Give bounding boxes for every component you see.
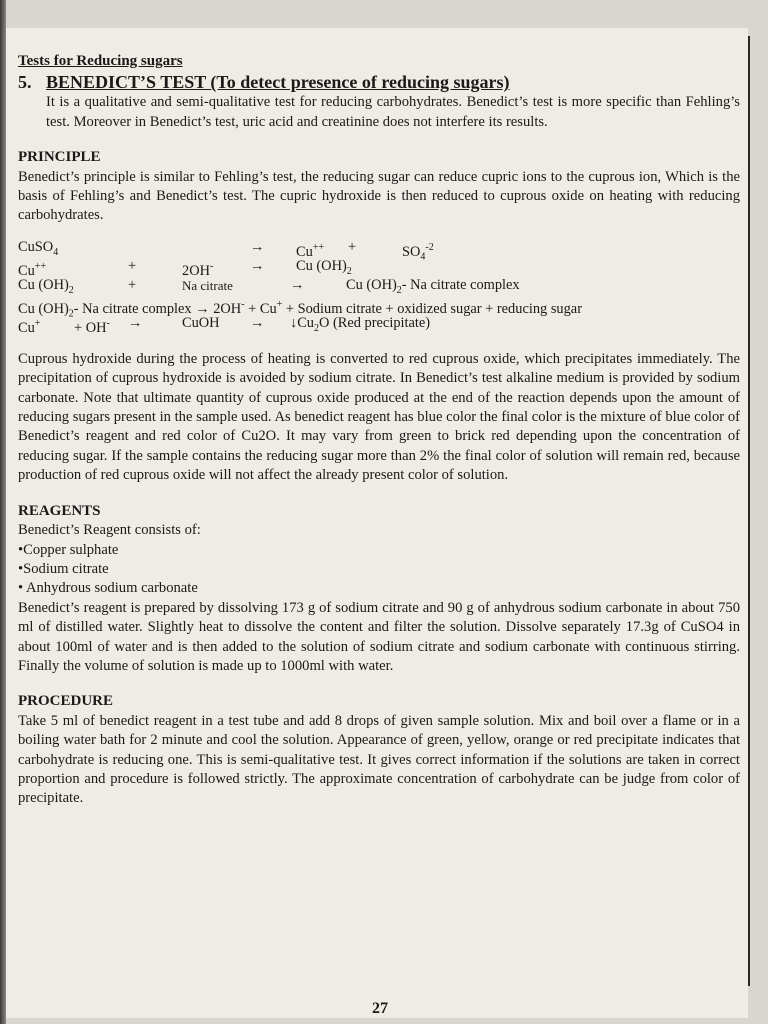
reagents-preparation: Benedict’s reagent is prepared by dissolving 173 g of sodium citrate and 90 g of anhydrous sodium carbonate in about 750 ml of distilled water. Slightly heat to dissolve the content and filter the solution. Dissolve separately 17.3g of CuSO4 in about 100ml of water and is then added to the solution of sodium citrate and sodium carbonate with continuous stirring. Finally the volume of solution is made up to 1000ml with water. — [18, 599, 740, 674]
eq1-reactant: CuSO$_4$ — [18, 238, 59, 258]
page-number: 27 — [372, 1000, 388, 1017]
reagents-intro: Benedict’s Reagent consists of: — [18, 522, 201, 539]
explanation-paragraph: Cuprous hydroxide during the process of heating is converted to red cuprous oxide, which precipitates immediately. The precipitation of cuprous hydroxide is avoided by sodium citrate. In Benedict’s test alkaline medium is provided by sodium carbonate. Note that ultimate quantity of cuprous oxide produced at the end of the reaction depends upon the amount of reducing sugars present in the sample used. As benedict reagent has blue color the final color is the mixture of blue color of Benedict’s reagent and red color of Cu2O. It may vary from green to brick red depending upon the concentration of reducing sugar. If the sample contains the reducing sugar more than 2% the final color of solution will remain red, because production of red cuprous oxide will not affect the already present color of solution. — [18, 350, 740, 484]
eq2-reactant: Cu++ — [18, 260, 47, 279]
reagent-item: •Copper sulphate — [18, 541, 119, 558]
eq1-product-so4: $SO_4^{-2}$ — [402, 241, 434, 263]
test-number: 5. — [18, 72, 32, 93]
eq3-arrow: → — [290, 276, 305, 293]
page-border-line — [748, 36, 750, 986]
eq5-arrow1: → — [128, 314, 143, 331]
eq5-hydroxide: + OH- — [74, 317, 110, 336]
test-heading — [18, 71, 740, 93]
reagents-list — [18, 541, 740, 599]
eq3-reactant: Cu $(OH)_2$ — [18, 276, 74, 296]
eq5-reactant: Cu+ — [18, 317, 41, 336]
eq5-cuoh: CuOH — [182, 314, 220, 331]
intro-paragraph: It is a qualitative and semi-qualitative test for reducing carbohydrates. Benedict’s test is more specific than Fehling’s test. Moreover in Benedict’s test, uric acid and creatinine does not interfere its results. — [46, 94, 740, 130]
eq3-product: Cu $(OH)_2-$ Na citrate complex — [346, 276, 520, 296]
principle-heading: PRINCIPLE — [18, 149, 101, 166]
eq1-arrow: → — [250, 238, 265, 255]
document-page — [6, 28, 748, 1018]
procedure-heading: PROCEDURE — [18, 693, 114, 710]
eq3-plus: + — [128, 276, 137, 293]
reaction-equations — [18, 238, 740, 336]
page-content — [18, 52, 740, 809]
test-title: BENEDICT’S TEST (To detect presence of reducing sugars) — [46, 72, 510, 93]
reagents-heading: REAGENTS — [18, 502, 101, 519]
eq3-citrate: Na citrate — [182, 277, 233, 293]
eq5-arrow2: → — [250, 314, 265, 331]
eq2-arrow: → — [250, 257, 265, 274]
section-title: Tests for Reducing sugars — [18, 53, 183, 69]
reagent-item: •Sodium citrate — [18, 560, 109, 577]
eq1-product-cu: Cu++ — [296, 241, 325, 260]
eq2-hydroxide: 2OH- — [182, 260, 214, 279]
eq4: Cu $(OH)_2-$ Na citrate complex → 2OH- + Cu+ + Sodium citrate + oxidized sugar + reducing sugar — [18, 298, 582, 320]
eq1-plus: + — [348, 238, 357, 255]
reagent-item: • Anhydrous sodium carbonate — [18, 580, 198, 597]
eq2-product: Cu $(OH)_2$ — [296, 257, 352, 277]
procedure-paragraph: Take 5 ml of benedict reagent in a test tube and add 8 drops of given sample solution. Mix and boil over a flame or in a boiling water bath for 2 minute and cool the solution. Appearance of green, yellow, orange or red precipitate indicates that carbohydrate is reducing one. This is semi-qualitative test. It gives correct information if the solutions are taken in correct proportion and procedure is followed strictly. The approximate concentration of carbohydrate can be judge from color of precipitate. — [18, 712, 740, 807]
eq2-plus: + — [128, 257, 137, 274]
principle-paragraph: Benedict’s principle is similar to Fehling’s test, the reducing sugar can reduce cupric ions to the cuprous ion, Which is the basis of Fehling’s and Benedict’s test. The cupric hydroxide is then reduced to cuprous oxide on heating with reducing carbohydrates. — [18, 168, 740, 224]
eq5-product: $↓Cu_2O$ (Red precipitate) — [290, 314, 431, 334]
